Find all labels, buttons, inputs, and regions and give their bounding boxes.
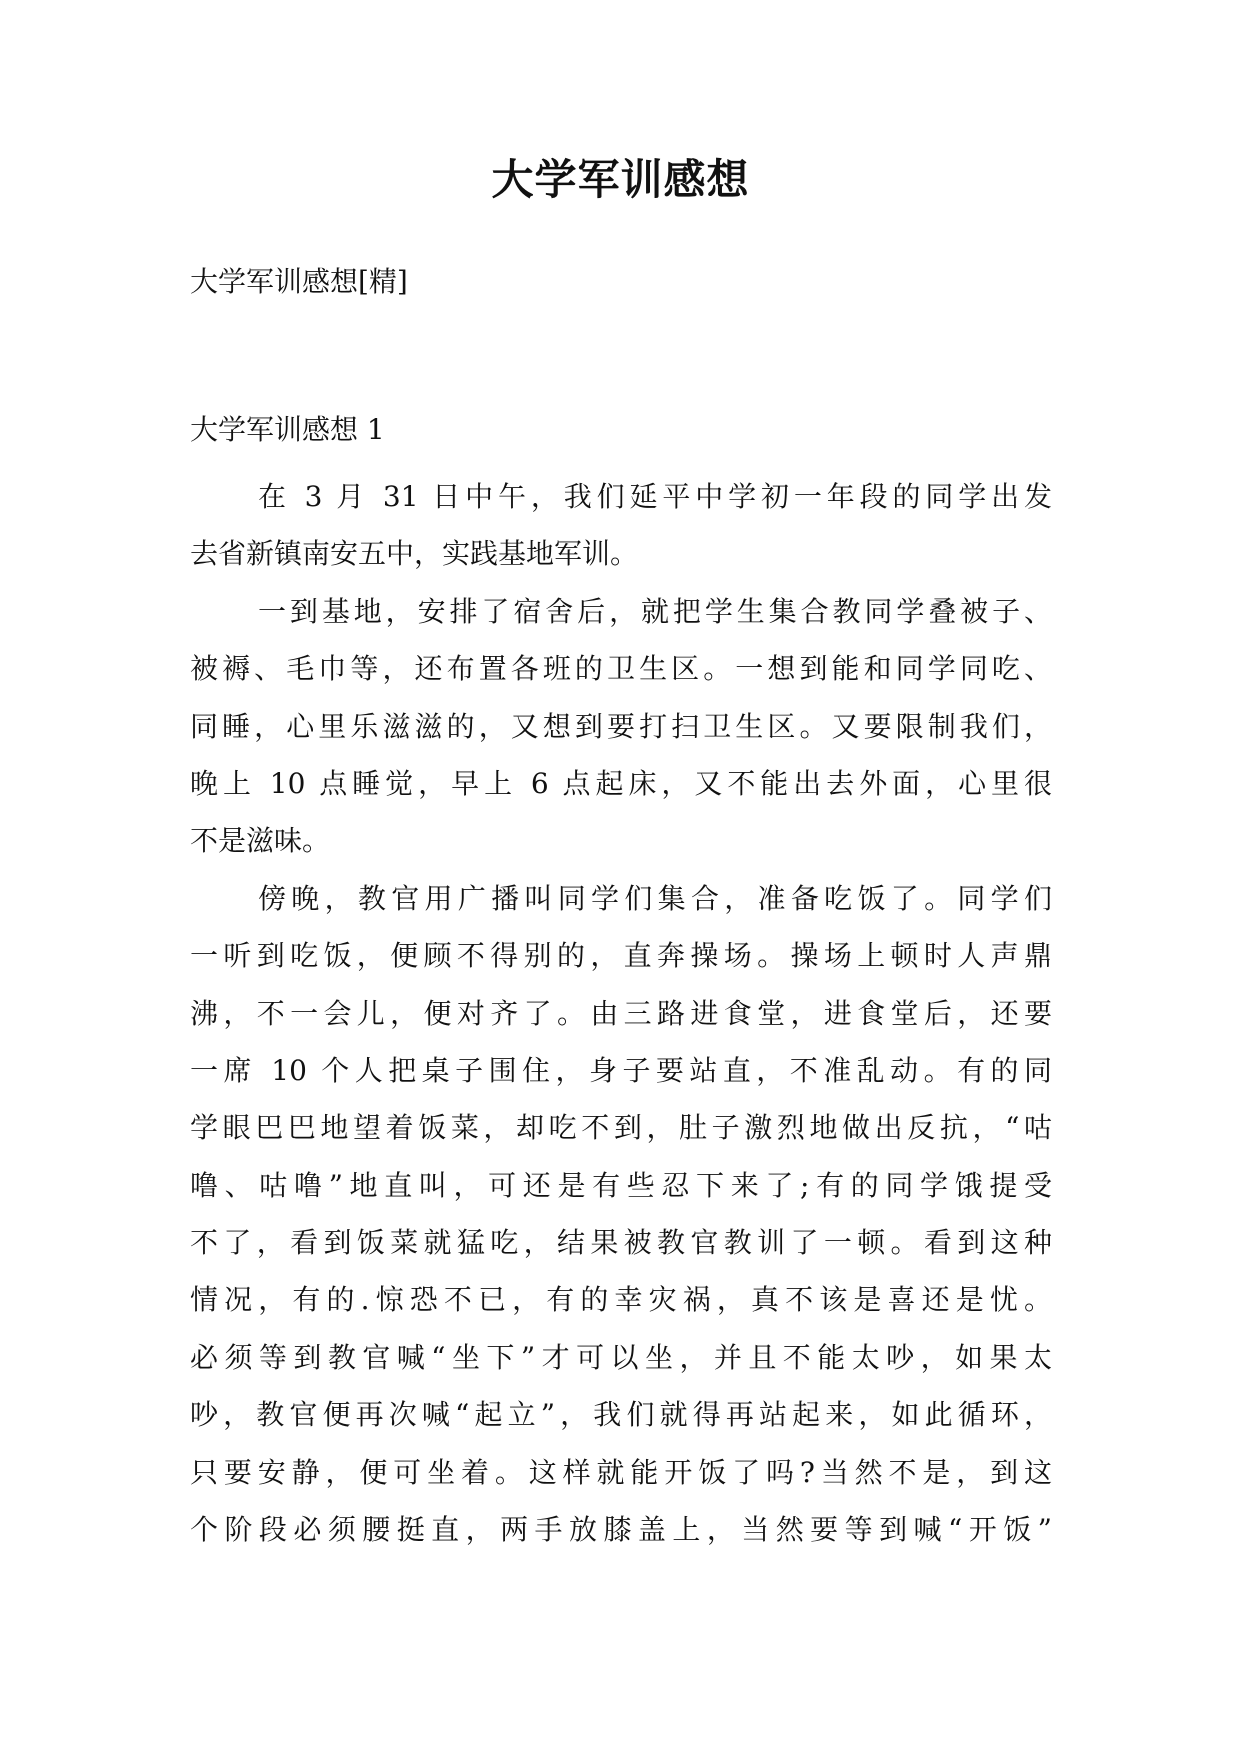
- body-line: 情况，有的.惊恐不已，有的幸灾祸，真不该是喜还是忧。: [190, 1283, 1052, 1317]
- body-line: 只要安静，便可坐着。这样就能开饭了吗?当然不是，到这: [190, 1455, 1052, 1489]
- body-line: 一听到吃饭，便顾不得别的，直奔操场。操场上顿时人声鼎: [190, 939, 1052, 973]
- body-line: 一到基地，安排了宿舍后，就把学生集合教同学叠被子、: [258, 594, 1052, 628]
- section-heading: 大学军训感想 1: [190, 413, 385, 446]
- body-line: 必须等到教官喊“坐下”才可以坐，并且不能太吵，如果太: [190, 1340, 1052, 1374]
- body-line: 个阶段必须腰挺直，两手放膝盖上，当然要等到喊“开饭”: [190, 1513, 1052, 1547]
- body-text: [190, 468, 1052, 1558]
- body-line: 傍晚，教官用广播叫同学们集合，准备吃饭了。同学们: [258, 881, 1052, 915]
- body-line: 去省新镇南安五中，实践基地军训。: [190, 537, 639, 571]
- body-line: 晚上 10 点睡觉，早上 6 点起床，又不能出去外面，心里很: [190, 766, 1052, 800]
- document-title: 大学军训感想: [491, 155, 750, 204]
- body-line: 一席 10 个人把桌子围住，身子要站直，不准乱动。有的同: [190, 1053, 1052, 1087]
- document-subtitle: 大学军训感想[精]: [190, 265, 408, 298]
- body-line: 吵，教官便再次喊“起立”，我们就得再站起来，如此循环，: [190, 1398, 1052, 1432]
- body-line: 不是滋味。: [190, 824, 331, 858]
- body-line: 噜、咕噜”地直叫，可还是有些忍下来了;有的同学饿提受: [190, 1168, 1052, 1202]
- body-line: 不了，看到饭菜就猛吃，结果被教官教训了一顿。看到这种: [190, 1226, 1052, 1260]
- body-line: 在 3 月 31 日中午，我们延平中学初一年段的同学出发: [258, 480, 1052, 513]
- body-line: 被褥、毛巾等，还布置各班的卫生区。一想到能和同学同吃、: [190, 652, 1052, 686]
- body-line: 学眼巴巴地望着饭菜，却吃不到，肚子激烈地做出反抗，“咕: [190, 1111, 1052, 1145]
- body-line: 同睡，心里乐滋滋的，又想到要打扫卫生区。又要限制我们，: [190, 709, 1052, 743]
- body-line: 沸，不一会儿，便对齐了。由三路进食堂，进食堂后，还要: [190, 996, 1052, 1030]
